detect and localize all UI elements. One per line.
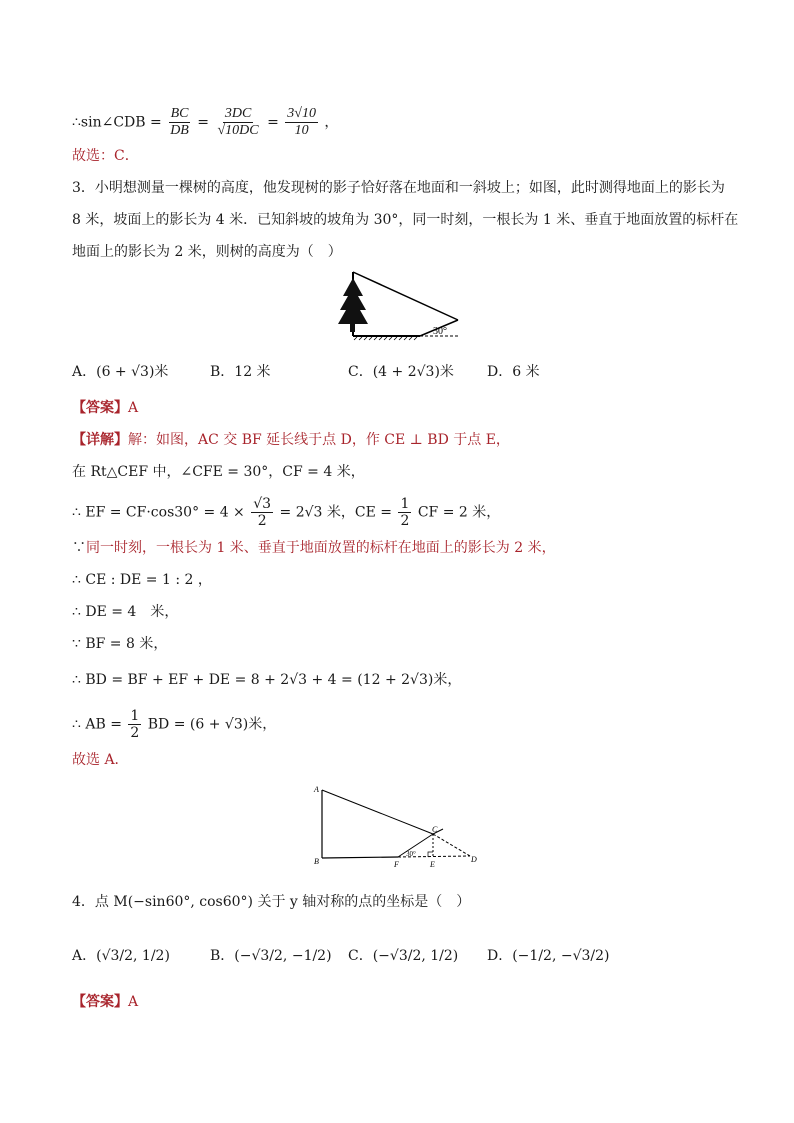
q3-option-a: A．(6 + √3)米 xyxy=(72,364,169,380)
point-a-label: A xyxy=(314,785,319,794)
q4-option-c: C．(−√3/2, 1/2) xyxy=(348,948,459,964)
sin-cdb-prefix: ∴sin∠CDB = xyxy=(72,114,162,131)
point-f-label: F xyxy=(394,860,399,869)
q3-step-5: ∴ DE = 4 米， xyxy=(72,604,179,620)
q3-stem-line1: 3．小明想测量一棵树的高度，他发现树的影子恰好落在地面和一斜坡上；如图，此时测得地面上的影长为 xyxy=(72,180,725,196)
q3-stem-line2: 8 米，坡面上的影长为 4 米．已知斜坡的坡角为 30°，同一时刻，一根长为 1 米、垂直于地面放置的标杆在 xyxy=(72,212,739,228)
angle-label: 30° xyxy=(406,850,416,858)
fraction-bc-db: $\frac{BC}{DB}$ xyxy=(170,106,189,138)
q4-option-b: B．(−√3/2, −1/2) xyxy=(210,948,332,964)
q3-step-8: ∴ AB = $\frac{1}{2}$ BD = (6 + √3)米， xyxy=(72,708,277,741)
q3-step-3: ∵同一时刻，一根长为 1 米、垂直于地面放置的标杆在地面上的影长为 2 米， xyxy=(72,540,556,556)
point-b-label: B xyxy=(314,857,319,866)
fraction-3dc: $\frac{3DC}{√10DC}$ xyxy=(217,106,259,138)
point-e-label: E xyxy=(430,860,435,869)
q4-option-d: D．(−1/2, −√3/2) xyxy=(487,948,610,964)
point-d-label: D xyxy=(471,855,477,864)
q3-answer: 【答案】A xyxy=(72,400,139,416)
q3-step-6: ∵ BF = 8 米， xyxy=(72,636,168,652)
tree-icon xyxy=(338,278,368,332)
q3-step-4: ∴ CE : DE = 1 : 2 ， xyxy=(72,572,212,588)
q4-stem: 4．点 M(−sin60°, cos60°) 关于 y 轴对称的点的坐标是（ ） xyxy=(72,894,471,910)
solution-figure xyxy=(310,782,490,872)
q3-detail: 【详解】解：如图，AC 交 BF 延长线于点 D，作 CE ⊥ BD 于点 E， xyxy=(72,432,510,448)
q3-step-7: ∴ BD = BF + EF + DE = 8 + 2√3 + 4 = (12 + 2√3)米， xyxy=(72,672,462,688)
q3-step-1: 在 Rt△CEF 中，∠CFE = 30°，CF = 4 米， xyxy=(72,464,365,480)
prev-choice: 故选：C． xyxy=(72,148,139,164)
q4-answer: 【答案】A xyxy=(72,994,139,1010)
q3-step-2: ∴ EF = CF·cos30° = 4 × $\frac{√3}{2}$ = 2√3 米，CE = $\frac{1}{2}$ CF = 2 米， xyxy=(72,496,501,529)
q4-option-a: A．(√3/2, 1/2) xyxy=(72,948,170,964)
tree-slope-figure xyxy=(330,268,470,344)
slope-angle-label: 30° xyxy=(433,326,447,337)
q3-choice: 故选 A． xyxy=(72,752,129,768)
q3-option-b: B．12 米 xyxy=(210,364,271,380)
q3-option-d: D．6 米 xyxy=(487,364,540,380)
q3-stem-line3: 地面上的影长为 2 米，则树的高度为（ ） xyxy=(72,244,342,260)
q3-option-c: C．(4 + 2√3)米 xyxy=(348,364,454,380)
fraction-3sqrt10: $\frac{3√10}{10}$ xyxy=(287,106,316,138)
point-c-label: C xyxy=(432,825,438,834)
sin-cdb-line: ∴sin∠CDB = $\frac{BC}{DB}$ = $\frac{3DC}{√10DC}$ = $\frac{3√10}{10}$ ， xyxy=(72,106,339,138)
